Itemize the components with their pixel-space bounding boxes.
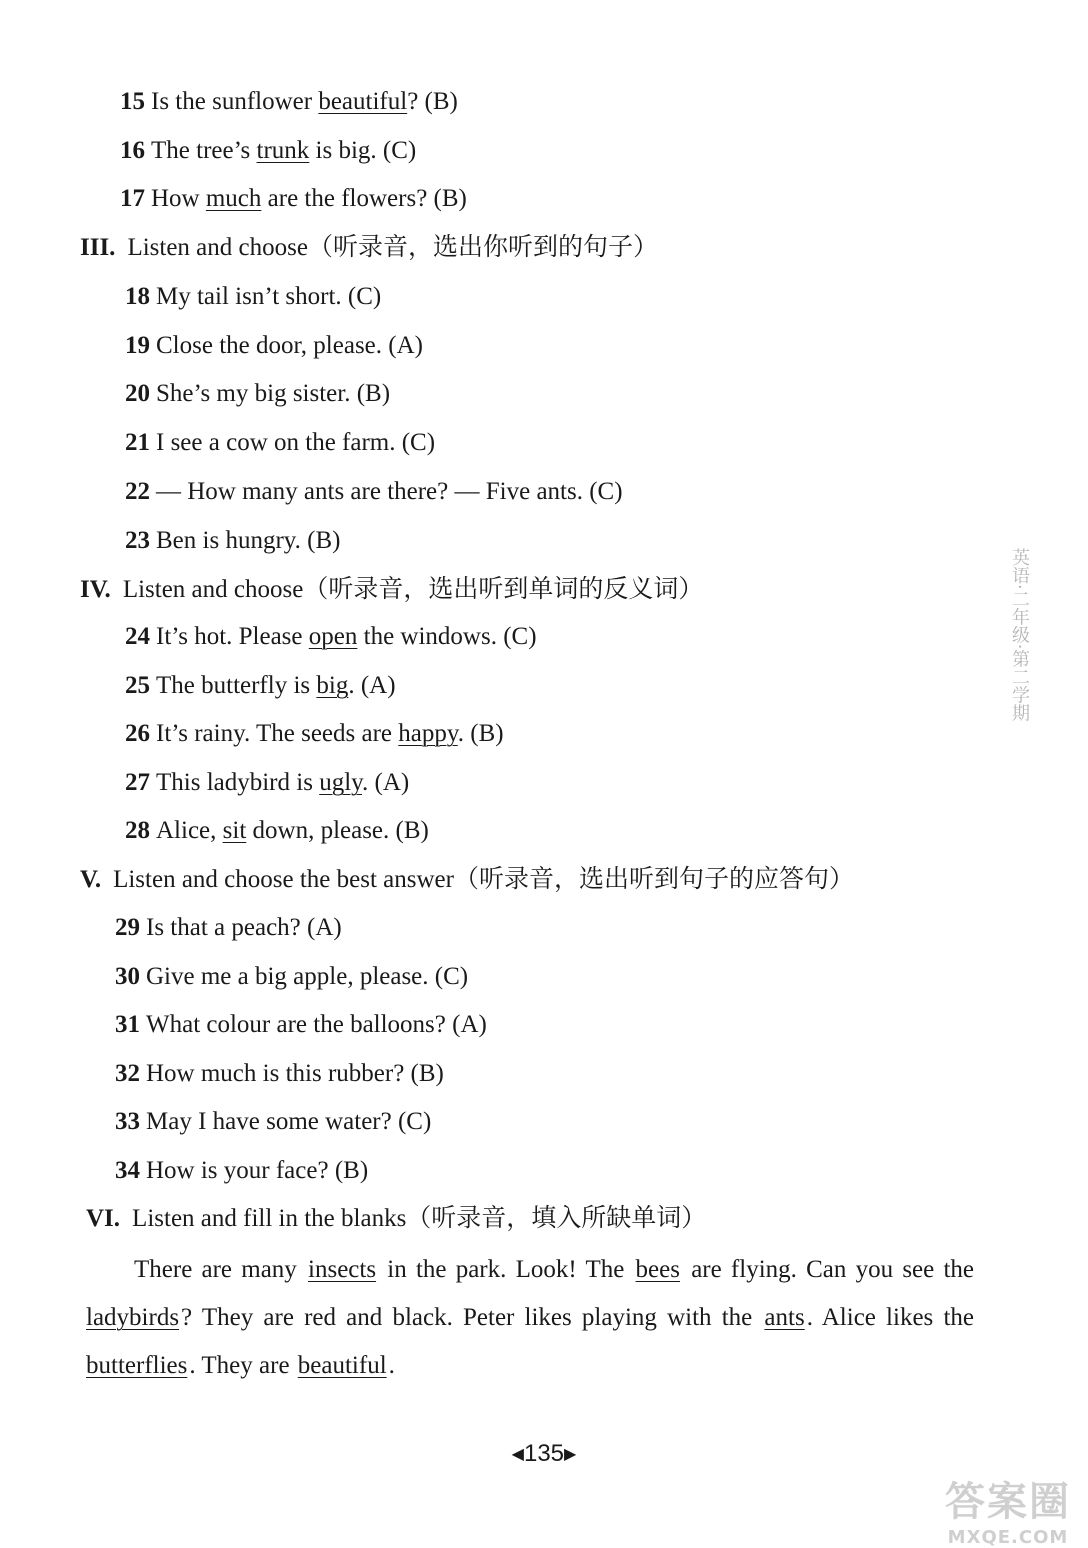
item-text: How is your face? (B) [146, 1157, 369, 1184]
paragraph-text: ? They are red and black. Peter likes playing with the [181, 1304, 763, 1331]
item-number: 19 [125, 332, 150, 359]
paragraph-text: . [388, 1352, 395, 1379]
answer-item-17 [120, 184, 467, 214]
filled-blank: beautiful [297, 1352, 387, 1379]
item-text: My tail isn’t short. (C) [156, 283, 382, 310]
item-text: Ben is hungry. (B) [156, 527, 341, 554]
section-number: VI. [86, 1205, 121, 1232]
answer-item-26 [125, 719, 504, 749]
item-number: 30 [115, 963, 140, 990]
item-number: 28 [125, 817, 150, 844]
page-number [0, 1440, 1088, 1468]
section-number: IV. [80, 576, 111, 603]
underlined-word: sit [222, 817, 247, 844]
answer-item-22 [125, 477, 623, 507]
item-number: 27 [125, 769, 150, 796]
answer-item-31 [115, 1010, 487, 1040]
answer-item-24 [125, 622, 537, 652]
section-title: Listen and choose（听录音，选出你听到的句子） [127, 234, 658, 261]
item-number: 15 [120, 88, 145, 115]
section-title: Listen and choose the best answer（听录音，选出听到句子的应答句） [113, 866, 854, 893]
item-number: 20 [125, 380, 150, 407]
item-number: 34 [115, 1157, 140, 1184]
item-text: Give me a big apple, please. (C) [146, 963, 469, 990]
section-title: Listen and fill in the blanks（听录音，填入所缺单词） [132, 1205, 707, 1232]
item-text: . (B) [457, 720, 504, 747]
item-text: Close the door, please. (A) [156, 332, 423, 359]
answer-item-34 [115, 1156, 368, 1186]
side-margin-text: 英语·二年级·第二学期 [1009, 548, 1030, 722]
item-text: What colour are the balloons? (A) [146, 1011, 487, 1038]
answer-item-15 [120, 87, 458, 117]
answer-item-25 [125, 671, 396, 701]
item-text: Alice, [156, 817, 223, 844]
filled-blank: butterflies [86, 1352, 188, 1379]
answer-item-18 [125, 282, 381, 312]
item-number: 29 [115, 914, 140, 941]
filled-blank: ants [764, 1304, 805, 1331]
filled-blank: ladybirds [86, 1304, 180, 1331]
filled-blank: bees [635, 1256, 680, 1283]
page-number-value: 135 [523, 1440, 565, 1467]
paragraph-text: in the park. Look! The [378, 1256, 634, 1283]
underlined-word: trunk [256, 137, 310, 164]
item-number: 33 [115, 1108, 140, 1135]
paragraph-text: . Alice likes the [806, 1304, 974, 1331]
paragraph-text: are flying. Can you see the [681, 1256, 974, 1283]
item-text: ? (B) [407, 88, 458, 115]
item-text: . (A) [348, 672, 396, 699]
item-text: This ladybird is [156, 769, 320, 796]
watermark-top-text: 答案圈 [945, 1479, 1071, 1525]
section-heading-iii [80, 233, 658, 263]
section-heading-v [80, 865, 854, 895]
page-left-arrow-icon: ◀ [511, 1446, 524, 1463]
item-number: 32 [115, 1060, 140, 1087]
item-text: The butterfly is [156, 672, 317, 699]
item-text: How much is this rubber? (B) [146, 1060, 444, 1087]
item-number: 17 [120, 185, 145, 212]
fill-in-paragraph [84, 1246, 974, 1390]
item-text: is big. (C) [309, 137, 417, 164]
item-text: The tree’s [151, 137, 257, 164]
item-text: down, please. (B) [246, 817, 429, 844]
answer-item-29 [115, 913, 342, 943]
item-text: — How many ants are there? — Five ants. (C) [156, 478, 623, 505]
item-text: She’s my big sister. (B) [156, 380, 391, 407]
item-text: I see a cow on the farm. (C) [156, 429, 436, 456]
item-number: 26 [125, 720, 150, 747]
item-text: How [151, 185, 206, 212]
answer-item-28 [125, 816, 429, 846]
section-title: Listen and choose（听录音，选出听到单词的反义词） [122, 576, 704, 603]
section-heading-iv [80, 575, 703, 605]
item-number: 22 [125, 478, 150, 505]
item-text: Is that a peach? (A) [146, 914, 342, 941]
item-text: are the flowers? (B) [261, 185, 467, 212]
item-number: 24 [125, 623, 150, 650]
underlined-word: big [316, 672, 349, 699]
underlined-word: beautiful [318, 88, 408, 115]
item-text: May I have some water? (C) [146, 1108, 432, 1135]
underlined-word: happy [398, 720, 458, 747]
answer-item-19 [125, 331, 423, 361]
answer-item-21 [125, 428, 435, 458]
answer-item-16 [120, 136, 416, 166]
item-text: It’s hot. Please [156, 623, 309, 650]
item-number: 25 [125, 672, 150, 699]
underlined-word: much [205, 185, 262, 212]
item-text: . (A) [362, 769, 410, 796]
answer-item-32 [115, 1059, 444, 1089]
watermark-bottom-text: MXQE.COM [947, 1527, 1069, 1548]
section-number: III. [80, 234, 116, 261]
item-text: It’s rainy. The seeds are [156, 720, 399, 747]
answer-item-23 [125, 526, 340, 556]
item-text: Is the sunflower [151, 88, 319, 115]
answer-item-27 [125, 768, 409, 798]
underlined-word: open [308, 623, 358, 650]
answer-item-30 [115, 962, 468, 992]
item-number: 31 [115, 1011, 140, 1038]
underlined-word: ugly [319, 769, 363, 796]
answer-item-33 [115, 1107, 431, 1137]
section-heading-vi [86, 1204, 706, 1234]
item-number: 18 [125, 283, 150, 310]
paragraph-text: . They are [189, 1352, 296, 1379]
section-number: V. [80, 866, 102, 893]
item-number: 23 [125, 527, 150, 554]
item-text: the windows. (C) [357, 623, 537, 650]
filled-blank: insects [308, 1256, 377, 1283]
paragraph-text: There are many [134, 1256, 307, 1283]
answer-item-20 [125, 379, 390, 409]
item-number: 21 [125, 429, 150, 456]
item-number: 16 [120, 137, 145, 164]
watermark-logo [938, 1470, 1078, 1548]
page-right-arrow-icon: ▶ [564, 1446, 577, 1463]
